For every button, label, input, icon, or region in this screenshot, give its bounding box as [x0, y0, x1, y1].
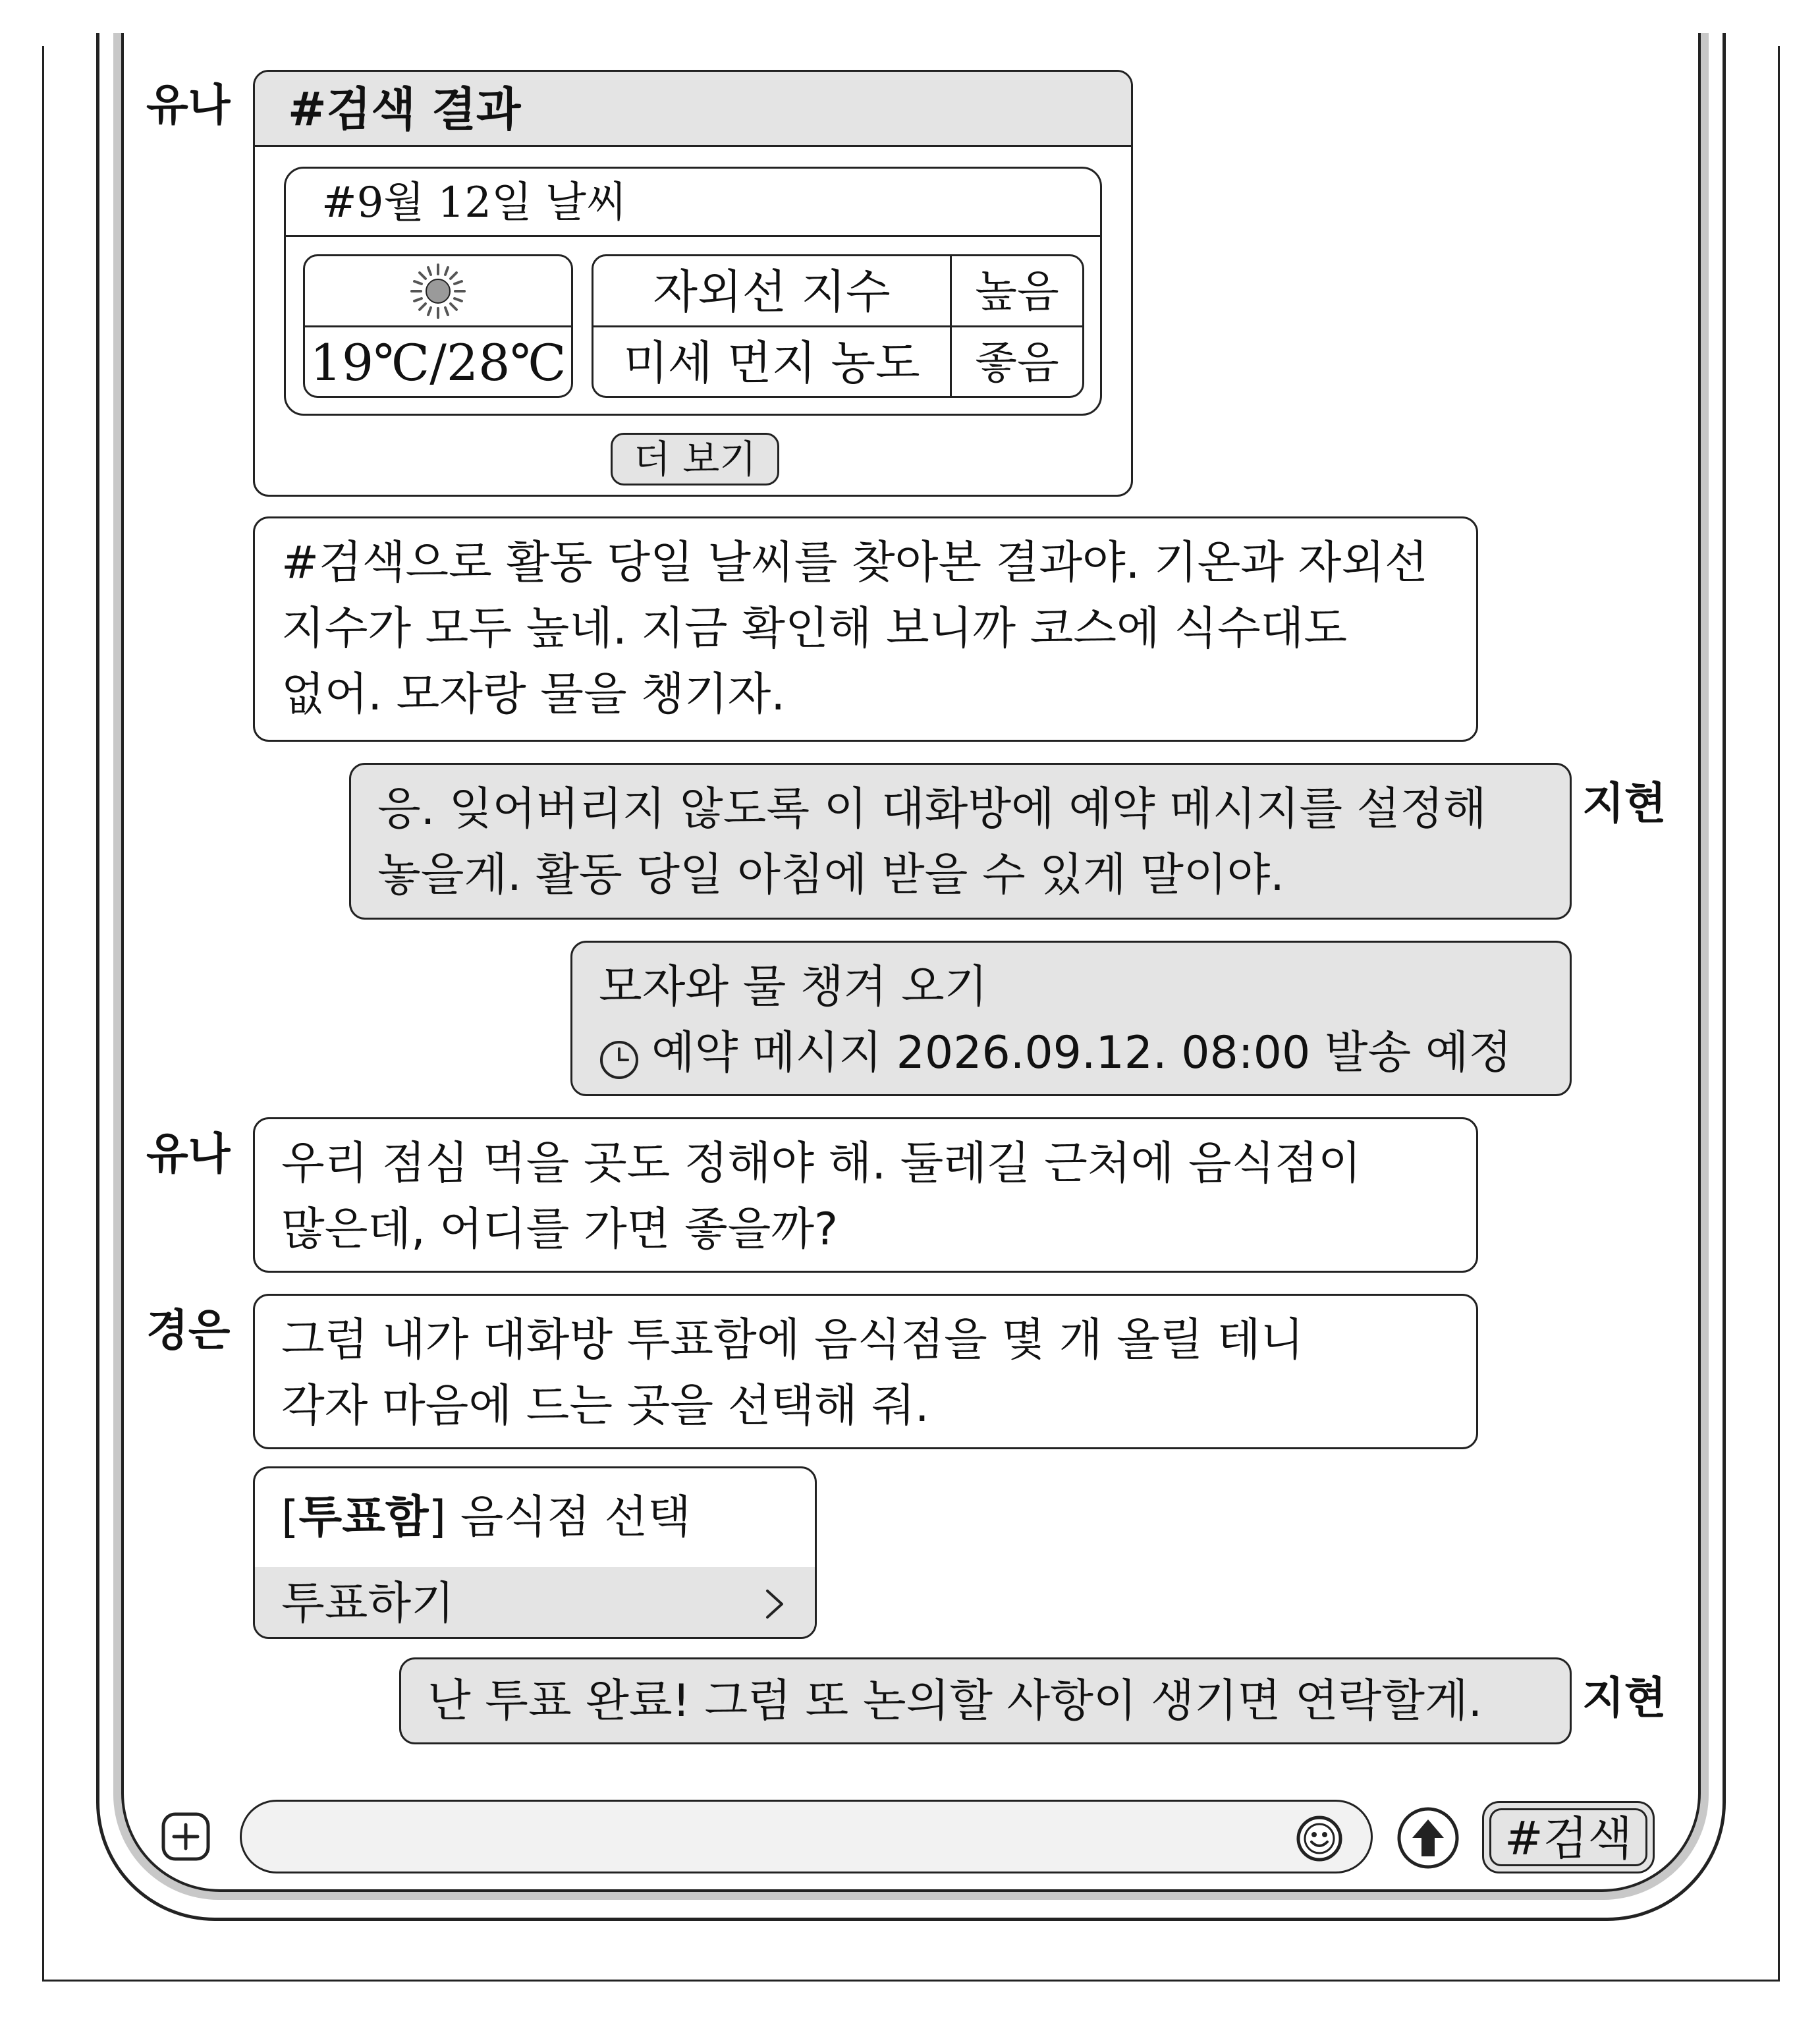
vote-card-title: [255, 1468, 815, 1567]
message-line: 난 투표 완료! 그럼 또 논의할 사항이 생기면 연락할게.: [427, 1675, 1483, 1727]
sender-name-yuna: 유나: [146, 1128, 231, 1179]
weather-panel: [284, 167, 1102, 416]
message-bubble-yuna-weather: [253, 516, 1478, 742]
plus-square-icon[interactable]: [161, 1812, 211, 1862]
scheduled-message-bubble[interactable]: [570, 941, 1572, 1096]
message-line: 그럼 내가 대화방 투표함에 음식점을 몇 개 올릴 테니: [281, 1314, 1304, 1366]
sender-name-jihyeon: 지현: [1582, 1673, 1667, 1723]
message-line: 응. 잊어버리지 않도록 이 대화방에 예약 메시지를 설정해: [377, 783, 1487, 835]
message-line: 많은데, 어디를 가면 좋을까?: [281, 1204, 839, 1256]
scheduled-message-title: 모자와 물 챙겨 오기: [599, 961, 988, 1013]
weather-info-table: [592, 254, 1084, 398]
message-bubble-gyeongeun-vote: [253, 1294, 1478, 1449]
message-line: 없어. 모자랑 물을 챙기자.: [281, 669, 785, 721]
sender-name-gyeongeun: 경은: [146, 1305, 231, 1356]
message-line: #검색으로 활동 당일 날씨를 찾아본 결과야. 기온과 자외선: [281, 537, 1428, 589]
send-arrow-icon[interactable]: [1395, 1805, 1461, 1871]
message-line: 놓을게. 활동 당일 아침에 받을 수 있게 말이야.: [377, 849, 1284, 901]
vote-tag-bracket: ]: [428, 1491, 447, 1543]
uv-index-label: 자외선 지수: [593, 256, 952, 325]
fine-dust-label: 미세 먼지 농도: [593, 327, 952, 398]
more-button[interactable]: 더 보기: [611, 433, 779, 485]
temperature-value: 19℃/28℃: [310, 333, 566, 392]
clock-icon: [599, 1033, 640, 1074]
scheduled-message-info: [599, 1020, 1543, 1086]
uv-index-value: 높음: [975, 266, 1059, 317]
vote-card-subject: 음식점 선택: [446, 1491, 691, 1543]
chevron-right-icon: [762, 1567, 788, 1639]
search-result-card: [253, 70, 1133, 497]
vote-tag-bracket: [: [281, 1491, 299, 1543]
info-row-dust: [593, 327, 1082, 398]
vote-button-label: 투표하기: [281, 1578, 455, 1630]
message-input[interactable]: [240, 1800, 1373, 1873]
smiley-icon[interactable]: [1295, 1814, 1344, 1863]
sender-name-jihyeon: 지현: [1582, 778, 1667, 829]
info-row-uv: [593, 256, 1082, 327]
search-button-label: #검색: [1489, 1808, 1647, 1866]
vote-card: [253, 1466, 817, 1639]
vote-button[interactable]: [255, 1567, 815, 1639]
message-bubble-yuna-lunch: [253, 1117, 1478, 1273]
message-line: 지수가 모두 높네. 지금 확인해 보니까 코스에 식수대도: [281, 603, 1348, 655]
search-result-header: #검색 결과: [255, 72, 1131, 147]
temperature-box: [303, 254, 573, 398]
fine-dust-value: 좋음: [975, 337, 1059, 388]
message-line: 각자 마음에 드는 곳을 선택해 줘.: [281, 1380, 929, 1432]
message-line: 우리 점심 먹을 곳도 정해야 해. 둘레길 근처에 음식점이: [281, 1138, 1362, 1190]
weather-title: #9월 12일 날씨: [286, 169, 1100, 237]
message-bubble-jihyeon-done: [399, 1657, 1572, 1744]
sun-icon: [305, 256, 571, 327]
vote-tag: 투표함: [298, 1491, 429, 1543]
message-bubble-jihyeon-reminder: [349, 763, 1572, 920]
search-button[interactable]: [1482, 1801, 1655, 1873]
scheduled-message-time: 예약 메시지 2026.09.12. 08:00 발송 예정: [651, 1027, 1512, 1079]
sender-name-yuna: 유나: [146, 80, 231, 130]
